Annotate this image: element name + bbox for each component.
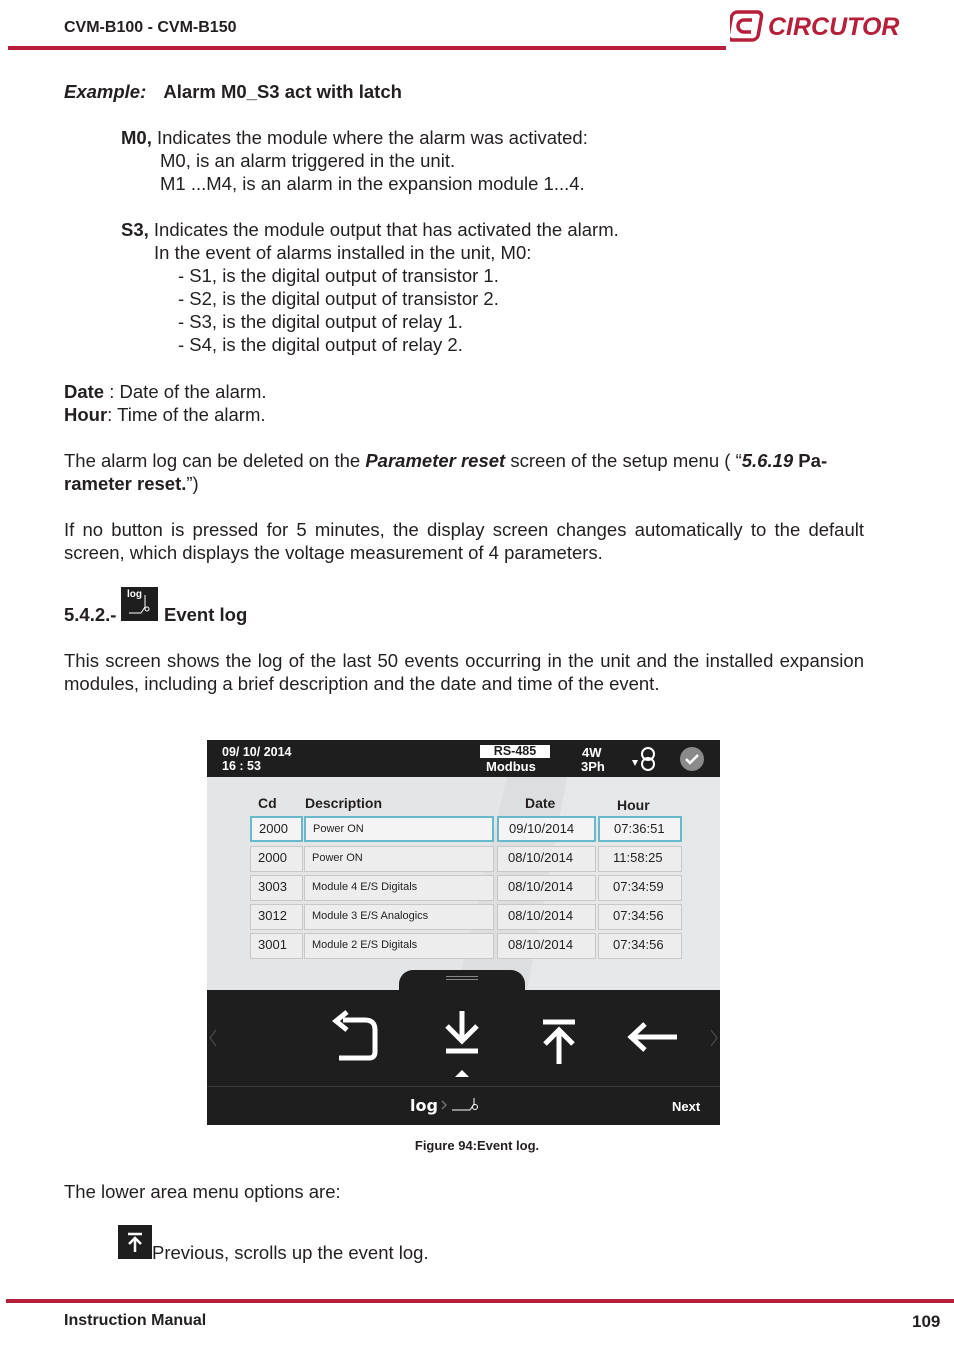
lower-menu-intro: The lower area menu options are: — [64, 1181, 341, 1202]
header-rule — [8, 46, 726, 50]
breadcrumb-log: log — [410, 1096, 438, 1115]
reset-section-ref: 5.6.19 — [741, 450, 794, 471]
page-number: 109 — [912, 1312, 941, 1331]
chevron-left-icon — [207, 1028, 219, 1048]
log-icon — [121, 587, 158, 621]
reset-link-parameter-reset: Parameter reset — [365, 450, 506, 471]
brand-text: CIRCUTOR — [768, 13, 900, 41]
next-button[interactable]: Next — [672, 1099, 701, 1114]
document-title: CVM-B100 - CVM-B150 — [64, 19, 237, 36]
event-cell-description[interactable]: Module 2 E/S Digitals — [304, 933, 494, 959]
circutor-logo-icon — [730, 8, 910, 44]
reset-text-3: Pa- — [793, 450, 828, 471]
back-arrow-icon[interactable] — [627, 1022, 679, 1052]
scroll-to-bottom-icon[interactable] — [441, 1008, 483, 1058]
figure-caption: Figure 94:Event log. — [414, 1138, 540, 1153]
section-number: 5.4.2.- — [64, 604, 117, 625]
section-paragraph: This screen shows the log of the last 50 events occurring in the unit and the installed expansion modules, including a brief description and the date and time of the event. — [64, 650, 864, 694]
back-return-icon[interactable] — [329, 1008, 383, 1066]
s3-term: S3, — [121, 219, 149, 240]
reset-text-1: The alarm log can be deleted on the — [64, 450, 366, 471]
column-header-date: Date — [525, 795, 556, 811]
event-cell-date[interactable]: 08/10/2014 — [497, 875, 596, 901]
date-term: Date — [64, 381, 105, 402]
event-cell-description[interactable]: Power ON — [304, 846, 494, 872]
log-icon-graphic — [121, 587, 158, 621]
transformer-icon — [630, 744, 660, 774]
circutor-logo — [730, 8, 910, 49]
s-item-4: - S4, is the digital output of relay 2. — [178, 334, 463, 355]
reset-text-5: ”) — [186, 473, 199, 494]
event-cell-hour[interactable]: 11:58:25 — [598, 846, 682, 872]
wiring-wires: 4W — [582, 745, 602, 760]
m0-definition — [121, 126, 588, 149]
m0-line-1: M0, is an alarm triggered in the unit. — [160, 150, 456, 171]
example-label: Example: — [64, 81, 147, 102]
date-definition — [64, 380, 267, 403]
event-cell-hour[interactable]: 07:34:56 — [598, 904, 682, 930]
timeout-paragraph: If no button is pressed for 5 minutes, the display screen changes automatically to the default screen, which displays the voltage measurement of 4 parameters. — [64, 519, 864, 563]
status-time: 16 : 53 — [222, 759, 261, 773]
footer-manual-title: Instruction Manual — [64, 1312, 207, 1329]
column-header-hour: Hour — [617, 797, 650, 813]
reset-text-2: screen of the setup menu ( “ — [505, 450, 742, 471]
event-cell-date[interactable]: 09/10/2014 — [497, 816, 596, 842]
s3-desc: Indicates the module output that has activated the alarm. — [148, 219, 619, 240]
event-cell-hour[interactable]: 07:36:51 — [598, 816, 682, 842]
event-cell-date[interactable]: 08/10/2014 — [497, 846, 596, 872]
example-title: Alarm M0_S3 act with latch — [163, 81, 402, 102]
s3-definition — [121, 218, 619, 241]
reset-text-4: rameter reset. — [64, 473, 187, 494]
event-cell-date[interactable]: 08/10/2014 — [497, 933, 596, 959]
comm-protocol: Modbus — [486, 759, 536, 774]
column-header-description: Description — [305, 795, 383, 811]
previous-button-icon — [118, 1225, 152, 1259]
m0-line-2: M1 ...M4, is an alarm in the expansion module 1...4. — [160, 173, 585, 194]
menu-bar — [207, 990, 720, 1125]
hour-desc: : Time of the alarm. — [107, 404, 266, 425]
s-item-1: - S1, is the digital output of transistor 1. — [178, 265, 499, 286]
reset-paragraph-line-2 — [64, 472, 199, 495]
selected-indicator-icon — [454, 1068, 470, 1078]
hour-definition — [64, 403, 266, 426]
reset-paragraph-line-1 — [64, 449, 827, 472]
log-icon-label: log — [127, 589, 142, 600]
s-item-2: - S2, is the digital output of transistor 2. — [178, 288, 499, 309]
m0-desc: Indicates the module where the alarm was activated: — [151, 127, 588, 148]
device-screen — [207, 740, 720, 1125]
status-bar — [207, 740, 720, 777]
event-cell-cd[interactable]: 3003 — [250, 875, 303, 901]
footer-rule — [6, 1299, 954, 1303]
event-cell-cd[interactable]: 2000 — [250, 816, 303, 842]
s-item-3: - S3, is the digital output of relay 1. — [178, 311, 463, 332]
m0-term: M0, — [121, 127, 152, 148]
comm-rs485-badge: RS-485 — [480, 745, 550, 758]
s3-intro: In the event of alarms installed in the unit, M0: — [154, 242, 532, 263]
event-cell-date[interactable]: 08/10/2014 — [497, 904, 596, 930]
event-cell-description[interactable]: Module 4 E/S Digitals — [304, 875, 494, 901]
chevron-right-icon — [708, 1028, 720, 1048]
date-desc: : Date of the alarm. — [104, 381, 267, 402]
example-heading — [64, 80, 402, 103]
check-status-icon — [679, 746, 705, 772]
event-cell-description[interactable]: Module 3 E/S Analogics — [304, 904, 494, 930]
breadcrumb-alarm-icon — [440, 1094, 484, 1116]
event-cell-hour[interactable]: 07:34:56 — [598, 933, 682, 959]
wiring-phases: 3Ph — [581, 759, 605, 774]
column-header-cd: Cd — [258, 795, 277, 811]
section-title: Event log — [164, 604, 248, 625]
event-cell-hour[interactable]: 07:34:59 — [598, 875, 682, 901]
event-cell-description[interactable]: Power ON — [304, 816, 494, 842]
status-date: 09/ 10/ 2014 — [222, 745, 292, 759]
previous-scroll-up-icon[interactable] — [539, 1018, 579, 1066]
scroll-up-icon — [118, 1225, 152, 1259]
event-cell-cd[interactable]: 2000 — [250, 846, 303, 872]
previous-description: Previous, scrolls up the event log. — [152, 1242, 429, 1263]
event-cell-cd[interactable]: 3012 — [250, 904, 303, 930]
hour-term: Hour — [64, 404, 108, 425]
event-cell-cd[interactable]: 3001 — [250, 933, 303, 959]
